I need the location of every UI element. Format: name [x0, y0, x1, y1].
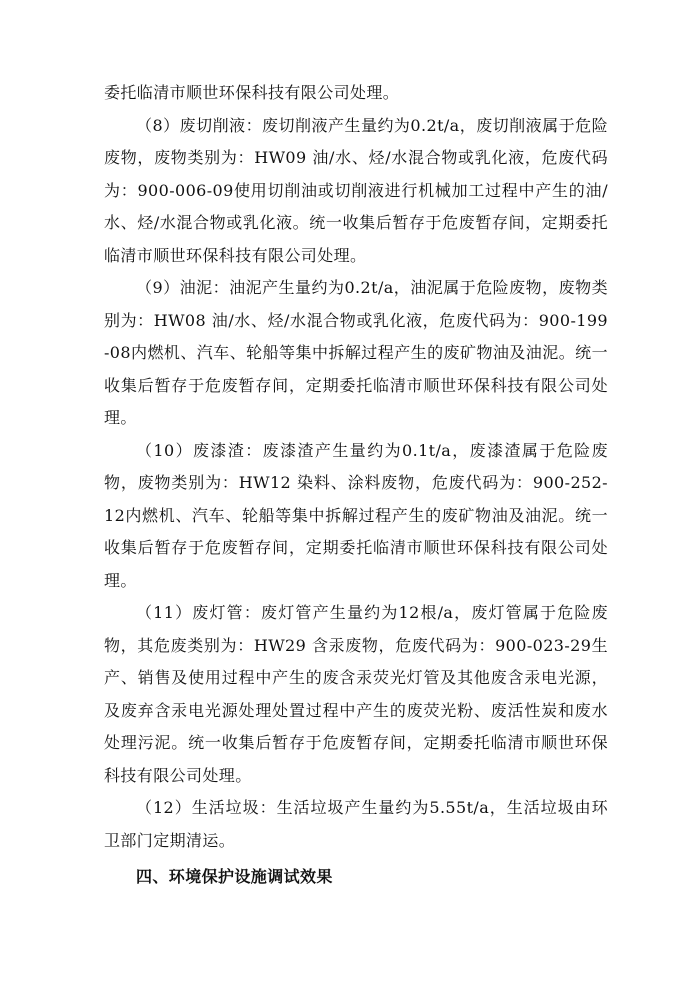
paragraph-waste-cutting-fluid: （8）废切削液：废切削液产生量约为0.2t/a，废切削液属于危险废物，废物类别为：HW09 油/水、烃/水混合物或乳化液，危废代码为：900-006-09使用切削油或切削液进行机械加工过程中产生的油/水、烃/水混合物或乳化液。统一收集后暂存于危废暂存间，定期委托临清市顺世环保科技有限公司处理。 [104, 115, 608, 265]
paragraph-waste-lamps: （11）废灯管：废灯管产生量约为12根/a，废灯管属于危险废物，其危废类别为：HW29 含汞废物，危废代码为：900-023-29生产、销售及使用过程中产生的废含汞荧光灯管及其他废含汞电光源，及废弃含汞电光源处理处置过程中产生的废荧光粉、废活性炭和废水处理污泥。统一收集后暂存于危废暂存间，定期委托临清市顺世环保科技有限公司处理。 [104, 603, 608, 785]
paragraph-oil-sludge: （9）油泥：油泥产生量约为0.2t/a，油泥属于危险废物，废物类别为：HW08 油/水、烃/水混合物或乳化液，危废代码为：900-199-08内燃机、汽车、轮船等集中拆解过程产生的废矿物油及油泥。统一收集后暂存于危废暂存间，定期委托临清市顺世环保科技有限公司处理。 [104, 278, 608, 427]
section-heading: 四、环境保护设施调试效果 [136, 867, 333, 886]
paragraph-continuation: 委托临清市顺世环保科技有限公司处理。 [104, 83, 400, 102]
paragraph-paint-residue: （10）废漆渣：废漆渣产生量约为0.1t/a，废漆渣属于危险废物，废物类别为：HW12 染料、涂料废物，危废代码为：900-252-12内燃机、汽车、轮船等集中拆解过程产生的废矿物油及油泥。统一收集后暂存于危废暂存间，定期委托临清市顺世环保科技有限公司处理。 [104, 440, 608, 590]
paragraph-domestic-garbage: （12）生活垃圾：生活垃圾产生量约为5.55t/a，生活垃圾由环卫部门定期清运。 [104, 798, 608, 850]
